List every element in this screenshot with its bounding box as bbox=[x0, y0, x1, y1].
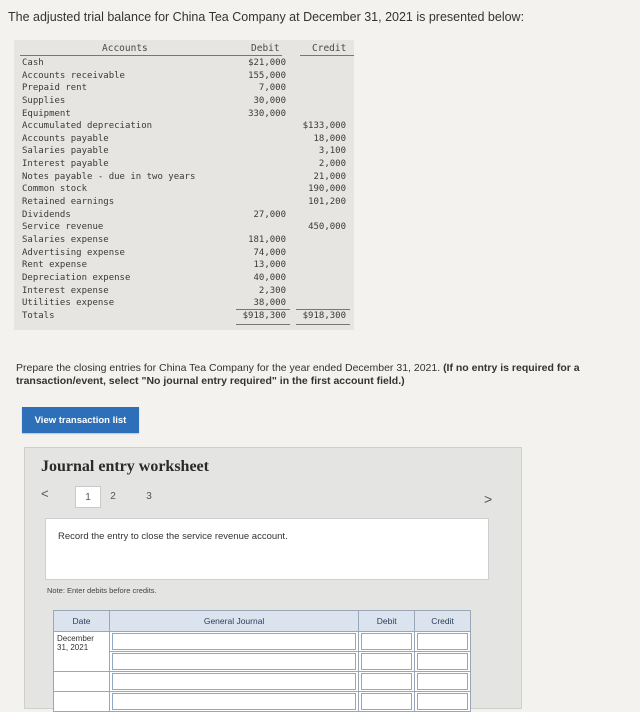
credit-input[interactable] bbox=[417, 673, 468, 690]
note-text: Note: Enter debits before credits. bbox=[47, 586, 157, 595]
credit-input[interactable] bbox=[417, 693, 468, 710]
account-input[interactable] bbox=[112, 673, 356, 690]
journal-row bbox=[54, 692, 471, 712]
credit-cell[interactable] bbox=[415, 692, 471, 712]
tb-debit: 30,000 bbox=[253, 95, 286, 106]
tb-rows bbox=[14, 57, 354, 322]
tb-account: Prepaid rent bbox=[22, 83, 88, 94]
tb-debit: 27,000 bbox=[253, 209, 286, 220]
col-date: Date bbox=[54, 611, 110, 632]
tb-row bbox=[14, 234, 354, 247]
col-debit: Debit bbox=[359, 611, 415, 632]
date-empty-cell bbox=[54, 672, 110, 692]
tb-row bbox=[14, 272, 354, 285]
tb-account: Interest expense bbox=[22, 285, 109, 296]
tb-account: Supplies bbox=[22, 95, 66, 106]
tb-row bbox=[14, 209, 354, 222]
tb-debit: 155,000 bbox=[248, 70, 286, 81]
tb-row bbox=[14, 285, 354, 298]
worksheet-title: Journal entry worksheet bbox=[41, 458, 209, 475]
intro-text: The adjusted trial balance for China Tea Company at December 31, 2021 is presented below: bbox=[8, 10, 525, 24]
tb-debit: 7,000 bbox=[258, 83, 286, 94]
debit-cell[interactable] bbox=[359, 692, 415, 712]
debit-cell[interactable] bbox=[359, 632, 415, 652]
tb-account: Totals bbox=[22, 310, 55, 321]
tb-header-rule bbox=[300, 55, 354, 56]
journal-row bbox=[54, 632, 471, 652]
question-main: Prepare the closing entries for China Tea Company for the year ended December 31, 2021. bbox=[16, 362, 441, 374]
view-transaction-list-button[interactable]: View transaction list bbox=[22, 407, 139, 433]
tb-account: Salaries expense bbox=[22, 234, 109, 245]
tb-debit: 40,000 bbox=[253, 272, 286, 283]
tb-account: Depreciation expense bbox=[22, 272, 131, 283]
tb-row bbox=[14, 120, 354, 133]
tb-total-rule bbox=[236, 309, 290, 310]
tb-total-double-rule bbox=[236, 324, 290, 325]
journal-entry-worksheet bbox=[24, 447, 522, 709]
question-bold: (If no entry is required for a transaction/event, select "No journal entry required" in the first account field.) bbox=[16, 362, 580, 387]
account-cell[interactable] bbox=[109, 652, 358, 672]
journal-row bbox=[54, 672, 471, 692]
page-3-tab[interactable]: 3 bbox=[146, 490, 152, 502]
tb-debit: 74,000 bbox=[253, 247, 286, 258]
tb-total-rule bbox=[296, 309, 350, 310]
tb-row bbox=[14, 196, 354, 209]
tb-row bbox=[14, 247, 354, 260]
tb-debit: 2,300 bbox=[258, 285, 286, 296]
tb-debit: 13,000 bbox=[253, 260, 286, 271]
instruction-box bbox=[45, 518, 489, 580]
tb-row bbox=[14, 171, 354, 184]
account-cell[interactable] bbox=[109, 672, 358, 692]
next-page-icon[interactable]: > bbox=[484, 491, 493, 507]
tb-account: Common stock bbox=[22, 184, 88, 195]
col-credit: Credit bbox=[415, 611, 471, 632]
tb-account: Utilities expense bbox=[22, 298, 115, 309]
tb-account: Cash bbox=[22, 58, 44, 68]
date-empty-cell bbox=[54, 692, 110, 712]
tb-row bbox=[14, 310, 354, 323]
tb-account: Rent expense bbox=[22, 260, 88, 271]
tb-row bbox=[14, 158, 354, 171]
tb-credit: 18,000 bbox=[313, 133, 346, 144]
tb-row bbox=[14, 108, 354, 121]
tb-credit: $133,000 bbox=[302, 121, 346, 132]
credit-input[interactable] bbox=[417, 633, 468, 650]
tb-row bbox=[14, 259, 354, 272]
credit-cell[interactable] bbox=[415, 652, 471, 672]
tb-account: Accounts payable bbox=[22, 133, 109, 144]
tb-total-double-rule bbox=[296, 324, 350, 325]
tb-row bbox=[14, 57, 354, 70]
tb-account: Accounts receivable bbox=[22, 70, 125, 81]
tb-header-accounts: Accounts bbox=[102, 43, 148, 54]
tb-row bbox=[14, 183, 354, 196]
tb-debit: 330,000 bbox=[248, 108, 286, 119]
journal-row bbox=[54, 652, 471, 672]
debit-cell[interactable] bbox=[359, 652, 415, 672]
tb-account: Advertising expense bbox=[22, 247, 125, 258]
page-2-tab[interactable]: 2 bbox=[110, 490, 116, 502]
instruction-text: Record the entry to close the service revenue account. bbox=[58, 531, 288, 542]
debit-input[interactable] bbox=[361, 653, 412, 670]
tb-debit: $21,000 bbox=[248, 58, 286, 68]
account-input[interactable] bbox=[112, 633, 356, 650]
tb-row bbox=[14, 221, 354, 234]
tb-account: Accumulated depreciation bbox=[22, 121, 153, 132]
debit-input[interactable] bbox=[361, 673, 412, 690]
tb-row bbox=[14, 297, 354, 310]
tb-credit: 3,100 bbox=[318, 146, 346, 157]
trial-balance-image bbox=[14, 40, 354, 330]
tb-row bbox=[14, 95, 354, 108]
tb-credit: 190,000 bbox=[308, 184, 346, 195]
tb-account: Notes payable - due in two years bbox=[22, 171, 196, 182]
tb-row bbox=[14, 70, 354, 83]
tb-account: Salaries payable bbox=[22, 146, 109, 157]
tb-row bbox=[14, 145, 354, 158]
page-1-tab[interactable]: 1 bbox=[75, 486, 101, 508]
tb-credit: 101,200 bbox=[308, 197, 346, 208]
debit-cell[interactable] bbox=[359, 672, 415, 692]
tb-account: Equipment bbox=[22, 108, 71, 119]
debit-input[interactable] bbox=[361, 693, 412, 710]
credit-input[interactable] bbox=[417, 653, 468, 670]
tb-debit: 181,000 bbox=[248, 234, 286, 245]
debit-input[interactable] bbox=[361, 633, 412, 650]
tb-debit: 38,000 bbox=[253, 298, 286, 309]
tb-debit: $918,300 bbox=[242, 310, 286, 321]
journal-header-row bbox=[54, 611, 471, 632]
account-cell[interactable] bbox=[109, 632, 358, 652]
tb-account: Retained earnings bbox=[22, 197, 115, 208]
tb-account: Service revenue bbox=[22, 222, 104, 233]
col-general-journal: General Journal bbox=[109, 611, 358, 632]
tb-header-rule bbox=[20, 55, 282, 56]
prev-page-icon[interactable]: < bbox=[41, 486, 49, 501]
tb-header-debit: Debit bbox=[251, 43, 280, 54]
tb-account: Interest payable bbox=[22, 159, 109, 170]
question-text bbox=[16, 362, 640, 388]
tb-account: Dividends bbox=[22, 209, 71, 220]
journal-table bbox=[53, 610, 471, 712]
credit-cell[interactable] bbox=[415, 632, 471, 652]
tb-header-credit: Credit bbox=[312, 43, 347, 54]
tb-credit: 2,000 bbox=[318, 159, 346, 170]
tb-credit: 450,000 bbox=[308, 222, 346, 233]
credit-cell[interactable] bbox=[415, 672, 471, 692]
tb-credit: 21,000 bbox=[313, 171, 346, 182]
tb-credit: $918,300 bbox=[302, 310, 346, 321]
account-input[interactable] bbox=[112, 693, 356, 710]
account-input[interactable] bbox=[112, 653, 356, 670]
date-cell: December 31, 2021 bbox=[54, 632, 110, 672]
account-cell[interactable] bbox=[109, 692, 358, 712]
tb-row bbox=[14, 133, 354, 146]
tb-row bbox=[14, 82, 354, 95]
